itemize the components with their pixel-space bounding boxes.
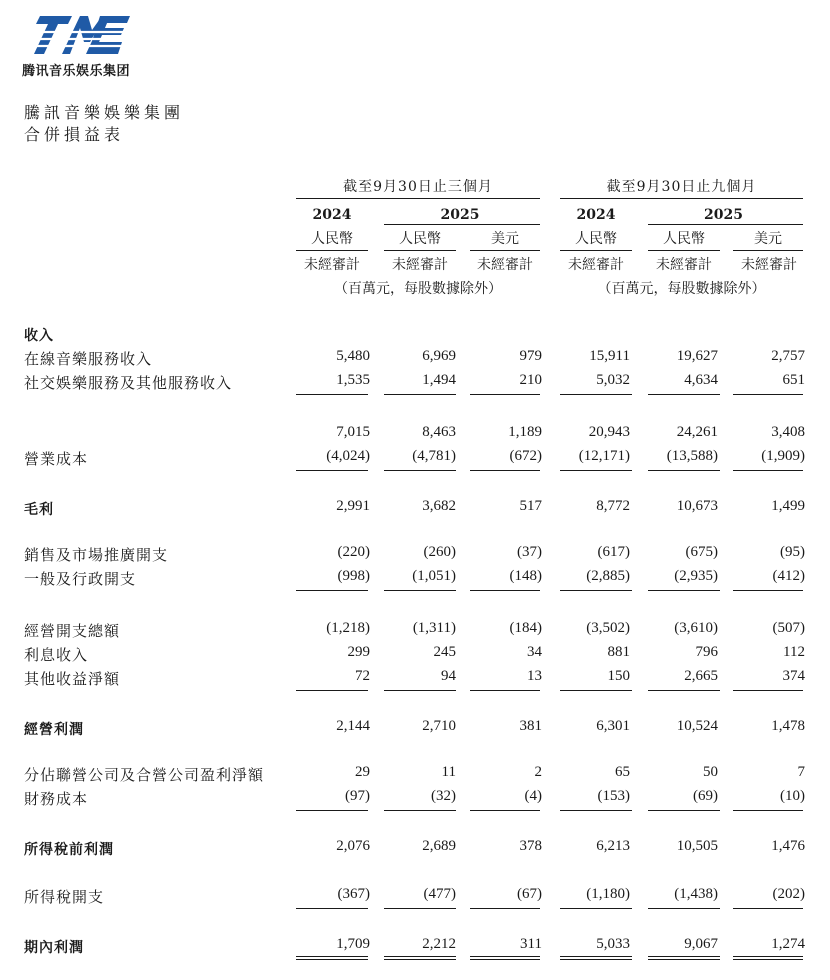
cell-value: 3,682 xyxy=(422,498,456,514)
cell-value: (1,180) xyxy=(586,886,630,902)
cell-value: (367) xyxy=(337,886,370,902)
cell-value: 1,476 xyxy=(771,838,805,854)
audit-status: 未經審計 xyxy=(477,257,533,273)
cell-value: (998) xyxy=(337,568,370,584)
cell-value: (260) xyxy=(423,544,456,560)
cell-value: 34 xyxy=(527,644,542,660)
subtotal-rule xyxy=(733,470,803,471)
subtotal-rule xyxy=(733,394,803,395)
cell-value: 13 xyxy=(527,668,542,684)
row-label: 所得稅前利潤 xyxy=(24,842,114,858)
subtotal-rule xyxy=(384,690,456,691)
cell-value: (97) xyxy=(345,788,370,804)
row-label: 其他收益淨額 xyxy=(24,670,121,688)
cell-value: 15,911 xyxy=(589,348,630,364)
cell-value: 1,274 xyxy=(771,936,805,952)
units-note: （百萬元，每股數據除外） xyxy=(334,281,502,297)
currency-rule xyxy=(470,250,540,251)
row-label: 一般及行政開支 xyxy=(24,570,137,588)
currency-header: 人民幣 xyxy=(399,231,441,247)
statement-name: 合併損益表 xyxy=(24,125,125,144)
cell-value: 1,535 xyxy=(336,372,370,388)
cell-value: (672) xyxy=(509,448,542,464)
statement-title-block xyxy=(24,102,184,146)
total-double-rule xyxy=(296,956,368,960)
cell-value: 4,634 xyxy=(684,372,718,388)
row-label: 經營開支總額 xyxy=(24,622,121,640)
cell-value: 517 xyxy=(519,498,542,514)
cell-value: 72 xyxy=(355,668,370,684)
cell-value: 6,301 xyxy=(596,718,630,734)
subtotal-rule xyxy=(733,810,803,811)
cell-value: 2,665 xyxy=(684,668,718,684)
cell-value: 1,478 xyxy=(771,718,805,734)
subtotal-rule xyxy=(296,810,368,811)
cell-value: 10,505 xyxy=(676,838,718,854)
audit-status: 未經審計 xyxy=(741,257,797,273)
row-label: 營業成本 xyxy=(24,450,89,468)
cell-value: 50 xyxy=(703,764,718,780)
cell-value: 1,494 xyxy=(422,372,456,388)
cell-value: 29 xyxy=(355,764,370,780)
company-logo xyxy=(22,14,162,79)
subtotal-rule xyxy=(384,394,456,395)
cell-value: (95) xyxy=(780,544,805,560)
cell-value: 311 xyxy=(520,936,542,952)
currency-rule xyxy=(384,250,456,251)
tme-logo-icon xyxy=(22,14,132,56)
cell-value: (617) xyxy=(597,544,630,560)
cell-value: 381 xyxy=(519,718,542,734)
currency-header: 人民幣 xyxy=(311,231,353,247)
cell-value: (153) xyxy=(597,788,630,804)
cell-value: 112 xyxy=(783,644,805,660)
subtotal-rule xyxy=(470,810,540,811)
cell-value: 1,189 xyxy=(508,424,542,440)
cell-value: 24,261 xyxy=(676,424,718,440)
subtotal-rule xyxy=(648,470,720,471)
cell-value: (37) xyxy=(517,544,542,560)
row-label: 所得稅開支 xyxy=(24,888,105,906)
total-double-rule xyxy=(470,956,540,960)
subtotal-rule xyxy=(560,394,632,395)
currency-rule xyxy=(733,250,803,251)
currency-header: 人民幣 xyxy=(663,231,705,247)
subtotal-rule xyxy=(296,690,368,691)
audit-status: 未經審計 xyxy=(304,257,360,273)
logo-text: 腾讯音乐娱乐集团 xyxy=(22,64,131,79)
subtotal-rule xyxy=(470,394,540,395)
subtotal-rule xyxy=(296,590,368,591)
subtotal-rule xyxy=(733,590,803,591)
subtotal-rule xyxy=(733,690,803,691)
cell-value: (3,502) xyxy=(586,620,630,636)
cell-value: (202) xyxy=(772,886,805,902)
currency-rule xyxy=(560,250,632,251)
year-header: 2025 xyxy=(440,207,480,223)
subtotal-rule xyxy=(560,810,632,811)
cell-value: 245 xyxy=(433,644,456,660)
cell-value: (4,781) xyxy=(412,448,456,464)
cell-value: (69) xyxy=(693,788,718,804)
subtotal-rule xyxy=(470,470,540,471)
cell-value: 3,408 xyxy=(771,424,805,440)
subtotal-rule xyxy=(648,690,720,691)
cell-value: (1,218) xyxy=(326,620,370,636)
cell-value: 10,673 xyxy=(676,498,718,514)
cell-value: 2,689 xyxy=(422,838,456,854)
row-label: 分佔聯營公司及合營公司盈利淨額 xyxy=(24,766,265,784)
company-name: 騰訊音樂娛樂集團 xyxy=(24,103,185,122)
cell-value: 210 xyxy=(519,372,542,388)
row-label: 利息收入 xyxy=(24,646,89,664)
cell-value: (1,438) xyxy=(674,886,718,902)
row-label: 社交娛樂服務及其他服務收入 xyxy=(24,374,233,392)
cell-value: 7,015 xyxy=(336,424,370,440)
cell-value: 7 xyxy=(797,764,805,780)
cell-value: 94 xyxy=(441,668,456,684)
year-header: 2024 xyxy=(576,207,616,223)
cell-value: 8,772 xyxy=(596,498,630,514)
cell-value: 2,757 xyxy=(771,348,805,364)
cell-value: (220) xyxy=(337,544,370,560)
cell-value: 5,480 xyxy=(336,348,370,364)
cell-value: (1,051) xyxy=(412,568,456,584)
cell-value: 2,076 xyxy=(336,838,370,854)
year-header: 2024 xyxy=(312,207,352,223)
period-9m-rule xyxy=(560,198,803,199)
row-label: 期內利潤 xyxy=(24,940,84,956)
cell-value: 796 xyxy=(695,644,718,660)
audit-status: 未經審計 xyxy=(656,257,712,273)
cell-value: 299 xyxy=(347,644,370,660)
cell-value: 10,524 xyxy=(676,718,718,734)
cell-value: 65 xyxy=(615,764,630,780)
total-double-rule xyxy=(733,956,803,960)
subtotal-rule xyxy=(560,690,632,691)
row-label: 收入 xyxy=(24,328,54,344)
total-double-rule xyxy=(648,956,720,960)
audit-status: 未經審計 xyxy=(568,257,624,273)
total-double-rule xyxy=(384,956,456,960)
cell-value: 9,067 xyxy=(684,936,718,952)
cell-value: 1,499 xyxy=(771,498,805,514)
cell-value: 6,969 xyxy=(422,348,456,364)
audit-status: 未經審計 xyxy=(392,257,448,273)
cell-value: (13,588) xyxy=(666,448,718,464)
period-nine-months: 截至9月30日止九個月 xyxy=(606,179,757,195)
cell-value: (2,935) xyxy=(674,568,718,584)
cell-value: (412) xyxy=(772,568,805,584)
units-note: （百萬元，每股數據除外） xyxy=(597,281,766,297)
currency-rule xyxy=(648,250,720,251)
cell-value: 2,991 xyxy=(336,498,370,514)
cell-value: 6,213 xyxy=(596,838,630,854)
cell-value: 11 xyxy=(441,764,456,780)
cell-value: 2,710 xyxy=(422,718,456,734)
subtotal-rule xyxy=(648,394,720,395)
subtotal-rule xyxy=(648,590,720,591)
cell-value: (184) xyxy=(509,620,542,636)
cell-value: 881 xyxy=(607,644,630,660)
subtotal-rule xyxy=(296,470,368,471)
subtotal-rule xyxy=(296,908,368,909)
subtotal-rule xyxy=(384,908,456,909)
currency-header: 美元 xyxy=(491,231,519,247)
cell-value: 2,144 xyxy=(336,718,370,734)
subtotal-rule xyxy=(470,590,540,591)
cell-value: (67) xyxy=(517,886,542,902)
year-2025-rule xyxy=(648,224,803,225)
subtotal-rule xyxy=(648,908,720,909)
cell-value: (3,610) xyxy=(674,620,718,636)
subtotal-rule xyxy=(560,908,632,909)
currency-header: 人民幣 xyxy=(575,231,617,247)
currency-header: 美元 xyxy=(754,231,782,247)
cell-value: (1,311) xyxy=(412,620,456,636)
subtotal-rule xyxy=(384,590,456,591)
cell-value: (148) xyxy=(509,568,542,584)
cell-value: (32) xyxy=(431,788,456,804)
cell-value: 374 xyxy=(782,668,805,684)
subtotal-rule xyxy=(470,690,540,691)
subtotal-rule xyxy=(296,394,368,395)
year-header: 2025 xyxy=(704,207,743,223)
cell-value: (675) xyxy=(685,544,718,560)
cell-value: 150 xyxy=(607,668,630,684)
subtotal-rule xyxy=(648,810,720,811)
cell-value: (12,171) xyxy=(578,448,630,464)
cell-value: (2,885) xyxy=(586,568,630,584)
cell-value: (1,909) xyxy=(761,448,805,464)
row-label: 財務成本 xyxy=(24,790,89,808)
row-label: 在線音樂服務收入 xyxy=(24,350,153,368)
cell-value: 651 xyxy=(782,372,805,388)
total-double-rule xyxy=(560,956,632,960)
row-label: 銷售及市場推廣開支 xyxy=(24,546,169,564)
row-label: 經營利潤 xyxy=(24,722,84,738)
cell-value: 5,033 xyxy=(596,936,630,952)
cell-value: 2 xyxy=(534,764,542,780)
cell-value: (4) xyxy=(524,788,542,804)
cell-value: (10) xyxy=(780,788,805,804)
cell-value: 5,032 xyxy=(596,372,630,388)
period-three-months: 截至9月30日止三個月 xyxy=(343,179,493,195)
cell-value: (4,024) xyxy=(326,448,370,464)
cell-value: (477) xyxy=(423,886,456,902)
cell-value: 378 xyxy=(519,838,542,854)
period-3m-rule xyxy=(296,198,540,199)
subtotal-rule xyxy=(733,908,803,909)
subtotal-rule xyxy=(384,810,456,811)
year-2025-rule xyxy=(384,224,540,225)
row-label: 毛利 xyxy=(24,502,54,518)
subtotal-rule xyxy=(470,908,540,909)
cell-value: 2,212 xyxy=(422,936,456,952)
cell-value: (507) xyxy=(772,620,805,636)
currency-rule xyxy=(296,250,368,251)
subtotal-rule xyxy=(384,470,456,471)
cell-value: 979 xyxy=(519,348,542,364)
cell-value: 20,943 xyxy=(588,424,630,440)
subtotal-rule xyxy=(560,470,632,471)
cell-value: 8,463 xyxy=(422,424,456,440)
subtotal-rule xyxy=(560,590,632,591)
cell-value: 19,627 xyxy=(676,348,718,364)
cell-value: 1,709 xyxy=(336,936,370,952)
